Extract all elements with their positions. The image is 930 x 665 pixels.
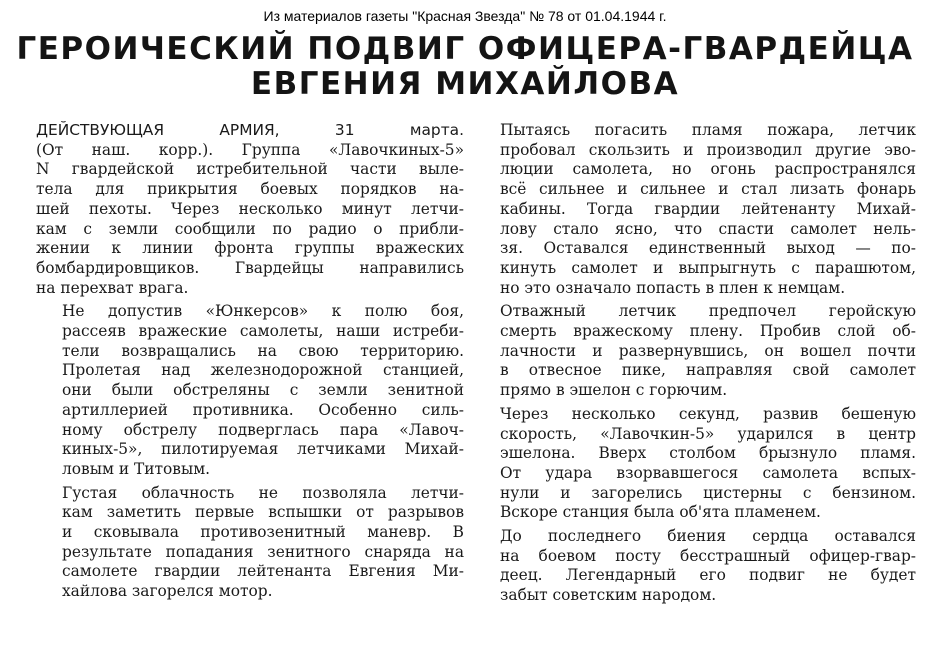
text-line: N гвардейской истребительной части выле- [36, 160, 464, 179]
headline-line-2: ЕВГЕНИЯ МИХАЙЛОВА [250, 66, 680, 102]
text-line: Пытаясь погасить пламя пожара, летчик [500, 121, 916, 139]
text-line: на перехват врага. [36, 278, 189, 297]
text-line: артиллерией противника. Особенно силь- [62, 400, 464, 419]
paragraph-dateline [36, 121, 464, 298]
text-line: на боевом посту бесстрашный офицер-гвар- [500, 546, 916, 565]
text-line: киных-5», пилотируемая летчиками Михай- [62, 440, 464, 459]
text-line: ному обстрелу подверглась пара «Лавоч- [62, 420, 464, 439]
text-line: скорость, «Лавочкин-5» ударился в центр [500, 424, 916, 443]
text-line: От удара взорвавшегося самолета вспых- [500, 463, 916, 482]
text-line: пробовал скользить и производил другие эво- [500, 140, 916, 159]
text-line: кабины. Тогда гвардии лейтенанту Михай- [500, 199, 916, 218]
headline-line-1: ГЕРОИЧЕСКИЙ ПОДВИГ ОФИЦЕРА-ГВАРДЕЙЦА [16, 31, 914, 67]
article-headline [0, 32, 930, 102]
text-line: они были обстреляны с земли зенитной [62, 381, 464, 400]
text-line: но это означало попасть в плен к немцам. [500, 278, 846, 297]
text-line: тела для прикрытия боевых порядков на- [36, 180, 464, 199]
text-line: рассеяв вражеские самолеты, наши истреби- [62, 322, 464, 341]
text-line: лачности и развернувшись, он вошел почти [500, 341, 916, 360]
paragraph [474, 302, 916, 401]
paragraph [474, 527, 916, 606]
text-line: результате попадания зенитного снаряда на [62, 542, 464, 561]
text-line: Не допустив «Юнкерсов» к полю боя, [62, 302, 464, 321]
text-line: кинуть самолет и выпрыгнуть с парашютом, [500, 258, 916, 277]
text-line: Вскоре станция была об'ята пламенем. [500, 503, 821, 522]
source-note: Из материалов газеты "Красная Звезда" № 78 от 01.04.1944 г. [263, 8, 667, 24]
text-line: Пролетая над железнодорожной станцией, [62, 361, 464, 380]
paragraph [36, 484, 464, 602]
text-line: люции самолета, но огонь распространялся [500, 160, 916, 179]
article-column-right [474, 121, 916, 610]
text-line: Через несколько секунд, развив бешеную [500, 404, 916, 423]
text-line: нули и загорелись цистерны с бензином. [500, 483, 916, 502]
article-column-left [36, 121, 464, 606]
text-line: хайлова загорелся мотор. [62, 582, 273, 601]
text-line: прямо в эшелон с горючим. [500, 381, 728, 400]
text-line: в отвесное пике, направляя свой самолет [500, 361, 916, 380]
text-line: смерть вражескому плену. Пробив слой об- [500, 322, 916, 341]
paragraph [36, 302, 464, 479]
text-line: бомбардировщиков. Гвардейцы направились [36, 258, 464, 277]
text-line: зя. Оставался единственный выход — по- [500, 239, 916, 258]
text-line: деец. Легендарный его подвиг не будет [500, 566, 916, 585]
paragraph [474, 121, 916, 298]
text-line: До последнего биения сердца оставался [500, 527, 916, 546]
text-line: Густая облачность не позволяла летчи- [62, 483, 464, 502]
text-line: всё сильнее и сильнее и стал лизать фонарь [500, 180, 916, 199]
text-line: кам с земли сообщили по радио о прибли- [36, 219, 464, 238]
text-line: забыт советским народом. [500, 586, 717, 605]
text-line: эшелона. Вверх столбом брызнуло пламя. [500, 444, 916, 463]
paragraph [474, 405, 916, 523]
text-line: самолете гвардии лейтенанта Евгения Ми- [62, 562, 464, 581]
text-line: ДЕЙСТВУЮЩАЯ АРМИЯ, 31 марта. [36, 121, 464, 139]
text-line: Отважный летчик предпочел геройскую [500, 302, 916, 321]
text-line: шей пехоты. Через несколько минут летчи- [36, 199, 464, 218]
text-line: лову стало ясно, что спасти самолет нель- [500, 219, 916, 238]
text-line: кам заметить первые вспышки от разрывов [62, 503, 464, 522]
text-line: и сковывала противозенитный маневр. В [62, 523, 464, 542]
text-line: ловым и Титовым. [62, 459, 211, 478]
text-line: (От наш. корр.). Группа «Лавочкиных-5» [36, 140, 464, 159]
text-line: тели возвращались на свою территорию. [62, 341, 464, 360]
text-line: жении к линии фронта группы вражеских [36, 239, 464, 258]
